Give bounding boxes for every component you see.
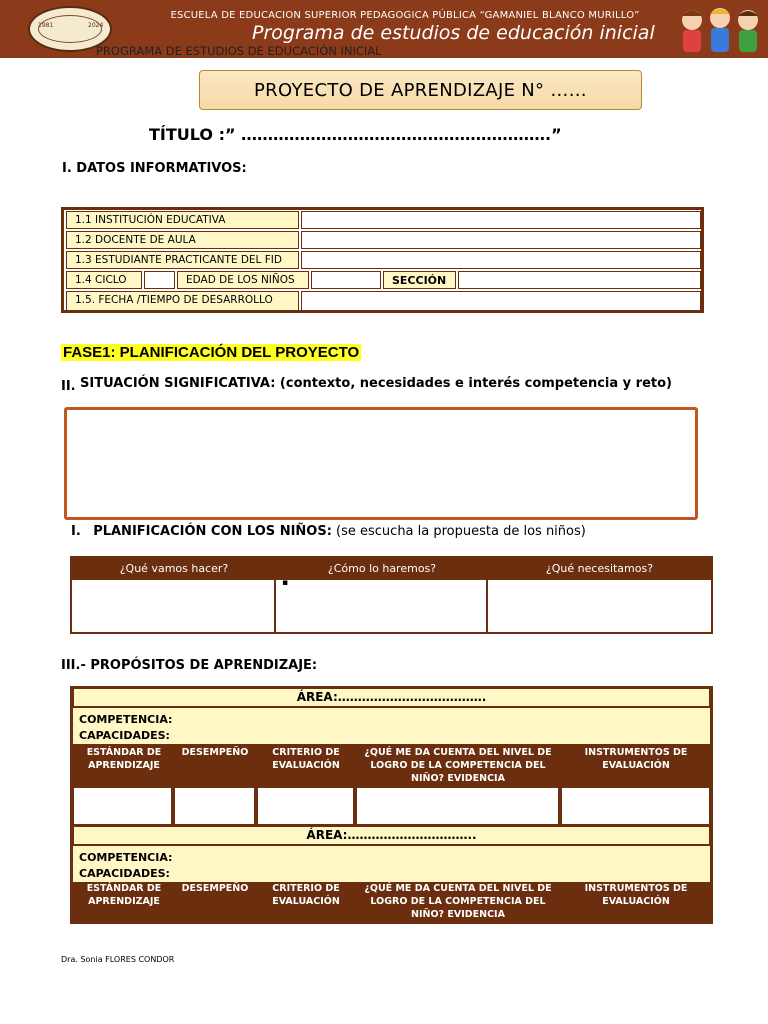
field-edad[interactable]: [311, 271, 381, 289]
program-title: Programa de estudios de educación inicial: [252, 22, 655, 44]
cell-estandar-1[interactable]: [73, 787, 172, 825]
competencia-label-2: COMPETENCIA:: [79, 851, 173, 864]
capacidades-label-2: CAPACIDADES:: [79, 866, 170, 880]
header-desempeno-2: DESEMPEÑO: [181, 883, 249, 894]
header-criterio-2: CRITERIO DE EVALUACIÓN: [272, 883, 340, 907]
header-desempeno-1: DESEMPEÑO: [181, 747, 249, 758]
header-estandar-1: ESTÁNDAR DE APRENDIZAJE: [86, 747, 162, 771]
logo-emblem: [38, 15, 102, 43]
competencia-row-2: [73, 846, 710, 882]
header-criterio-1: CRITERIO DE EVALUACIÓN: [272, 747, 340, 771]
header-que-vamos-hacer: ¿Qué vamos hacer?: [119, 562, 229, 575]
cell-evidencia-1[interactable]: [356, 787, 559, 825]
header-evidencia-1: ¿QUÉ ME DA CUENTA DEL NIVEL DE LOGRO DE LA COMPETENCIA DEL NIÑO? EVIDENCIA: [364, 747, 552, 784]
datos-informativos-table: [61, 207, 704, 313]
cell-docente: 1.2 DOCENTE DE AULA: [66, 231, 299, 249]
propositos-header-row-2: [70, 882, 713, 926]
field-docente[interactable]: [301, 231, 701, 249]
logo-year-left: 1981: [38, 22, 54, 29]
cell-edad: EDAD DE LOS NIÑOS: [177, 271, 309, 289]
header-instrumentos-1: INSTRUMENTOS DE EVALUACIÓN: [584, 747, 688, 771]
section-datos-informativos: I. DATOS INFORMATIVOS:: [62, 161, 247, 176]
cell-instrumentos-1[interactable]: [561, 787, 710, 825]
children-illustration: [672, 2, 768, 58]
competencia-label-1: COMPETENCIA:: [79, 713, 173, 726]
cell-seccion: SECCIÓN: [383, 271, 456, 289]
header-instrumentos-2: INSTRUMENTOS DE EVALUACIÓN: [584, 883, 688, 907]
header-como-lo-haremos: ¿Cómo lo haremos?: [327, 562, 437, 575]
project-title-line: TÍTULO :” ………………………………………………….”: [149, 125, 562, 144]
competencia-row-1: [73, 708, 710, 744]
propositos-heading: III.- PROPÓSITOS DE APRENDIZAJE:: [61, 658, 318, 673]
planificacion-header-row: [72, 558, 711, 580]
cell-ciclo: 1.4 CICLO: [66, 271, 142, 289]
subprogram-label: PROGRAMA DE ESTUDIOS DE EDUCACIÓN INICIAL: [96, 44, 382, 58]
logo-year-right: 2024: [88, 22, 104, 29]
propositos-table: [70, 686, 713, 924]
planificacion-label: PLANIFICACIÓN CON LOS NIÑOS:: [93, 524, 332, 539]
planificacion-heading: [71, 524, 586, 539]
project-title-box: PROYECTO DE APRENDIZAJE N° ……: [199, 70, 642, 110]
propositos-header-row-1: [70, 744, 713, 788]
cell-estudiante: 1.3 ESTUDIANTE PRACTICANTE DEL FID: [66, 251, 299, 269]
field-ciclo[interactable]: [144, 271, 175, 289]
planificacion-number: I.: [71, 524, 81, 539]
situacion-number: II.: [61, 379, 76, 394]
footer-author: Dra. Sonia FLORES CONDOR: [61, 955, 175, 964]
header-que-necesitamos: ¿Qué necesitamos?: [545, 562, 654, 575]
field-fecha[interactable]: [301, 291, 701, 311]
area-row-2: ÁREA:…………………………..: [73, 826, 710, 845]
field-seccion[interactable]: [458, 271, 701, 289]
cell-institucion: 1.1 INSTITUCIÓN EDUCATIVA: [66, 211, 299, 229]
cell-que-vamos-hacer[interactable]: [72, 580, 276, 632]
cell-que-necesitamos[interactable]: [488, 580, 711, 632]
field-institucion[interactable]: [301, 211, 701, 229]
area-row-1: ÁREA:……………………………….: [73, 688, 710, 707]
cell-como-lo-haremos[interactable]: [276, 580, 488, 632]
planificacion-table: [70, 556, 713, 634]
cell-desempeno-1[interactable]: [174, 787, 255, 825]
cell-criterio-1[interactable]: [257, 787, 354, 825]
situacion-textbox[interactable]: [64, 407, 698, 520]
cell-fecha: 1.5. FECHA /TIEMPO DE DESARROLLO: [66, 291, 299, 311]
field-estudiante[interactable]: [301, 251, 701, 269]
fase1-heading: FASE1: PLANIFICACIÓN DEL PROYECTO: [63, 344, 360, 361]
planificacion-note: (se escucha la propuesta de los niños): [331, 524, 586, 539]
header-estandar-2: ESTÁNDAR DE APRENDIZAJE: [86, 883, 162, 907]
header-evidencia-2: ¿QUÉ ME DA CUENTA DEL NIVEL DE LOGRO DE LA COMPETENCIA DEL NIÑO? EVIDENCIA: [364, 883, 552, 920]
capacidades-label-1: CAPACIDADES:: [79, 728, 170, 742]
bullet-marker: ▪: [282, 578, 289, 588]
school-name: ESCUELA DE EDUCACION SUPERIOR PEDAGOGICA PÚBLICA “GAMANIEL BLANCO MURILLO”: [170, 10, 640, 21]
situacion-label: SITUACIÓN SIGNIFICATIVA: (contexto, necesidades e interés competencia y reto): [80, 376, 672, 391]
